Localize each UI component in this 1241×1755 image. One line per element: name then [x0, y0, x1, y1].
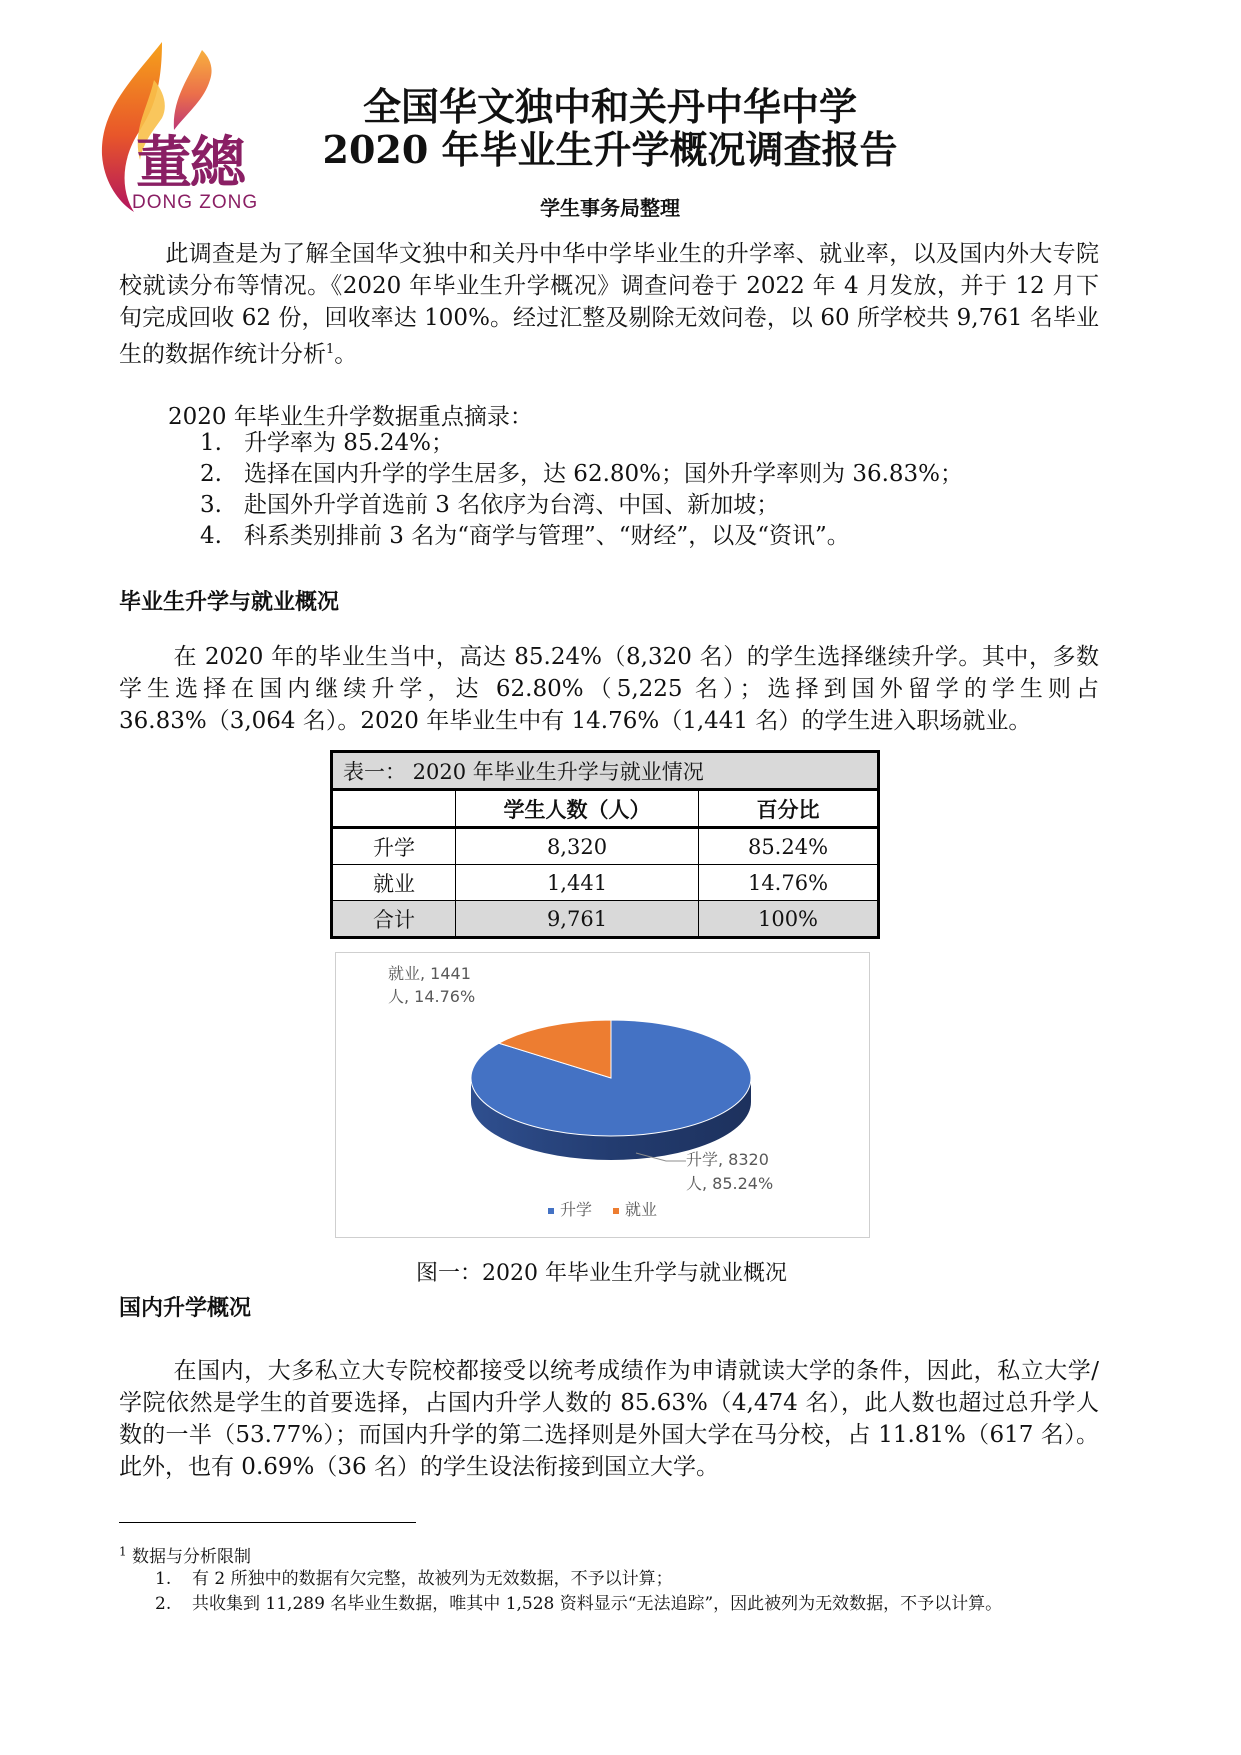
table-row [332, 828, 879, 865]
list-text: 升学率为 85.24%； [244, 430, 455, 456]
list-number: 2. [200, 461, 222, 487]
legend-item-study [548, 1200, 592, 1219]
figure-caption: 图一：2020 年毕业生升学与就业概况 [416, 1261, 787, 1286]
section2-paragraph [119, 1355, 1099, 1483]
table-cell: 8,320 [456, 828, 699, 865]
table-graduate-outcomes [330, 750, 880, 939]
footnote-list [155, 1567, 1002, 1617]
footnote-reference[interactable]: 1 [326, 342, 335, 357]
highlights-list [200, 428, 963, 552]
list-number: 4. [200, 523, 222, 549]
section1-text: 在 2020 年的毕业生当中，高达 85.24%（8,320 名）的学生选择继续升学。其中，多数学生选择在国内继续升学，达 62.80%（5,225 名）；选择到国外留学的学生则占 36.83%（3,064 名）。2020 年毕业生中有 14.76%（1,441 名）的学生进入职场就业。 [119, 644, 1099, 734]
legend-label: 升学 [559, 1200, 592, 1219]
table-total-row [332, 901, 879, 938]
footnote-marker: 1 [119, 1544, 127, 1559]
data-label-study-line1: 升学, 8320 [686, 1150, 769, 1169]
list-text: 有 2 所独中的数据有欠完整，故被列为无效数据，不予以计算； [192, 1569, 673, 1589]
intro-end: 。 [334, 341, 358, 368]
list-number: 3. [200, 492, 222, 518]
list-item [200, 521, 963, 552]
footnote-divider [119, 1522, 416, 1523]
table-header-cell: 学生人数（人） [456, 790, 699, 828]
table-cell: 9,761 [456, 901, 699, 938]
table-cell: 升学 [332, 828, 456, 865]
report-title-line2: 2020 年毕业生升学概况调查报告 [322, 127, 898, 172]
highlights-title: 2020 年毕业生升学数据重点摘录： [168, 404, 533, 430]
list-number: 2. [155, 1594, 172, 1614]
table-caption: 表一： 2020 年毕业生升学与就业情况 [332, 752, 879, 790]
legend-label: 就业 [625, 1200, 658, 1219]
list-number: 1. [155, 1569, 172, 1589]
pie-chart [335, 952, 870, 1238]
list-item [200, 490, 963, 521]
pie-chart-svg [336, 953, 869, 1237]
table-cell: 14.76% [699, 865, 879, 901]
table-cell: 1,441 [456, 865, 699, 901]
list-number: 1. [200, 430, 222, 456]
report-title-line1: 全国华文独中和关丹中华中学 [362, 84, 857, 129]
footnote-title [119, 1542, 251, 1567]
logo-chinese-text: 董總 [136, 131, 244, 196]
data-label-employment-line1: 就业, 1441 [388, 964, 471, 983]
list-text: 科系类别排前 3 名为“商学与管理”、“财经”，以及“资讯”。 [244, 523, 850, 549]
legend-swatch-study [548, 1208, 554, 1214]
section2-text: 在国内，大多私立大专院校都接受以统考成绩作为申请就读大学的条件，因此，私立大学/学院依然是学生的首要选择，占国内升学人数的 85.63%（4,474 名），此人数也超过总升学人数的一半（53.77%）；而国内升学的第二选择则是外国大学在马分校，占 11.81%（617 名）。此外，也有 0.69%（36 名）的学生设法衔接到国立大学。 [119, 1358, 1099, 1480]
intro-text: 此调查是为了解全国华文独中和关丹中华中学毕业生的升学率、就业率，以及国内外大专院校就读分布等情况。《2020 年毕业生升学概况》调查问卷于 2022 年 4 月发放，并于 12 月下旬完成回收 62 份，回收率达 100%。经过汇整及剔除无效问卷，以 60 所学校共 9,761 名毕业生的数据作统计分析 [119, 241, 1099, 368]
logo-english-text: DONG ZONG [132, 192, 259, 213]
data-label-study-line2: 人, 85.24% [686, 1174, 774, 1193]
data-label-employment-line2: 人, 14.76% [388, 987, 476, 1006]
list-item [200, 459, 963, 490]
table-row [332, 865, 879, 901]
table-cell: 85.24% [699, 828, 879, 865]
table-header-cell [332, 790, 456, 828]
list-item [155, 1592, 1002, 1617]
table-cell: 100% [699, 901, 879, 938]
dong-zong-logo [92, 40, 262, 215]
table-header-cell: 百分比 [699, 790, 879, 828]
list-text: 选择在国内升学的学生居多，达 62.80%；国外升学率则为 36.83%； [244, 461, 964, 487]
legend-item-employment [613, 1200, 657, 1219]
intro-paragraph [119, 238, 1099, 371]
list-item [200, 428, 963, 459]
report-subtitle: 学生事务局整理 [540, 196, 680, 220]
footnote-title-text: 数据与分析限制 [132, 1547, 252, 1567]
list-text: 赴国外升学首选前 3 名依序为台湾、中国、新加坡； [244, 492, 780, 518]
chart-legend [336, 1197, 869, 1220]
list-text: 共收集到 11,289 名毕业生数据，唯其中 1,528 资料显示“无法追踪”，因此被列为无效数据，不予以计算。 [192, 1594, 1003, 1614]
section-heading-domestic: 国内升学概况 [119, 1296, 252, 1321]
table-cell: 就业 [332, 865, 456, 901]
list-item [155, 1567, 1002, 1592]
table-cell: 合计 [332, 901, 456, 938]
section-heading-employment: 毕业生升学与就业概况 [119, 590, 340, 615]
legend-swatch-employment [613, 1208, 619, 1214]
section1-paragraph [119, 641, 1099, 737]
